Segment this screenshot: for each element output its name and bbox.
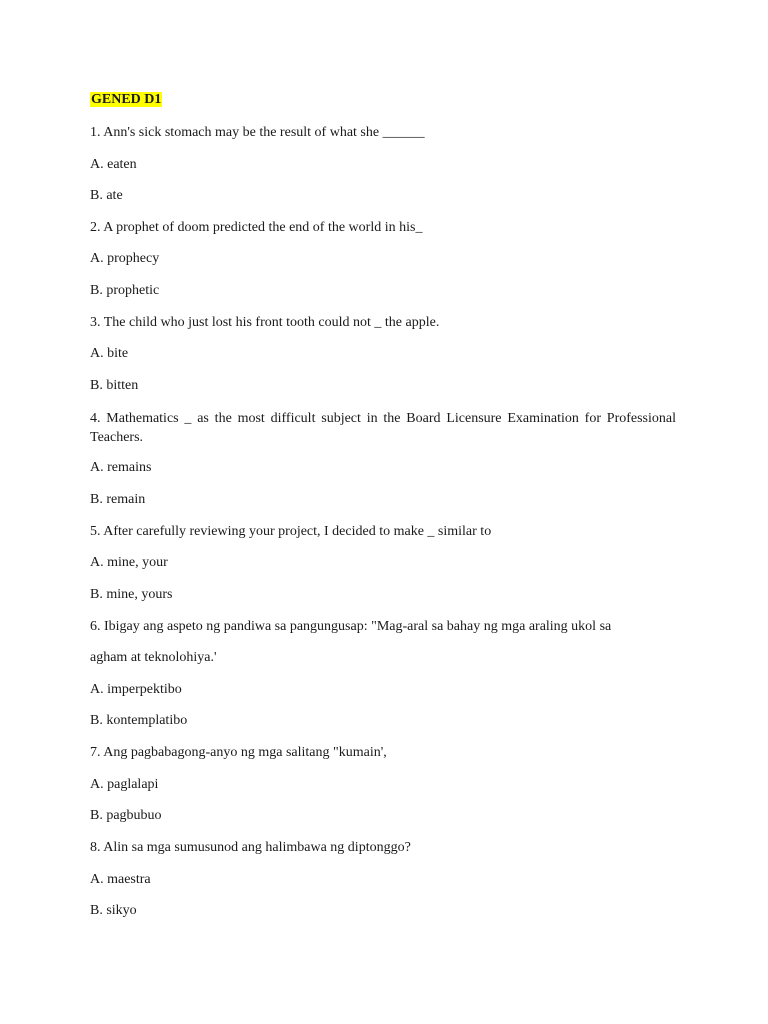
question-2: 2. A prophet of doom predicted the end of the world in his_ <box>90 220 423 235</box>
question-4-option-b: B. remain <box>90 492 146 507</box>
title-line <box>90 91 162 109</box>
question-3-option-a: A. bite <box>90 346 129 361</box>
question-1-option-b: B. ate <box>90 188 123 203</box>
question-7-option-a: A. paglalapi <box>90 777 159 792</box>
question-7: 7. Ang pagbabagong-anyo ng mga salitang "kumain', <box>90 745 387 760</box>
question-2-option-b: B. prophetic <box>90 283 160 298</box>
question-4-option-a: A. remains <box>90 460 152 475</box>
question-6-option-b: B. kontemplatibo <box>90 713 188 728</box>
question-2-option-a: A. prophecy <box>90 251 160 266</box>
question-4: 4. Mathematics _ as the most difficult subject in the Board Licensure Examination for Professional Teachers. <box>90 411 676 445</box>
question-6-option-a: A. imperpektibo <box>90 682 182 697</box>
question-7-option-b: B. pagbubuo <box>90 808 162 823</box>
document-title: GENED D1 <box>91 92 162 107</box>
question-5: 5. After carefully reviewing your project, I decided to make _ similar to <box>90 524 492 539</box>
question-3: 3. The child who just lost his front tooth could not _ the apple. <box>90 315 440 330</box>
question-8-option-a: A. maestra <box>90 872 151 887</box>
question-5-option-b: B. mine, yours <box>90 587 173 602</box>
question-5-option-a: A. mine, your <box>90 555 168 570</box>
question-1-option-a: A. eaten <box>90 157 137 172</box>
question-1: 1. Ann's sick stomach may be the result of what she ______ <box>90 125 425 140</box>
question-6-continued: agham at teknolohiya.' <box>90 650 217 665</box>
question-6: 6. Ibigay ang aspeto ng pandiwa sa pangungusap: "Mag-aral sa bahay ng mga araling ukol sa <box>90 619 612 634</box>
question-8: 8. Alin sa mga sumusunod ang halimbawa ng diptonggo? <box>90 840 411 855</box>
question-8-option-b: B. sikyo <box>90 903 137 918</box>
question-3-option-b: B. bitten <box>90 378 139 393</box>
